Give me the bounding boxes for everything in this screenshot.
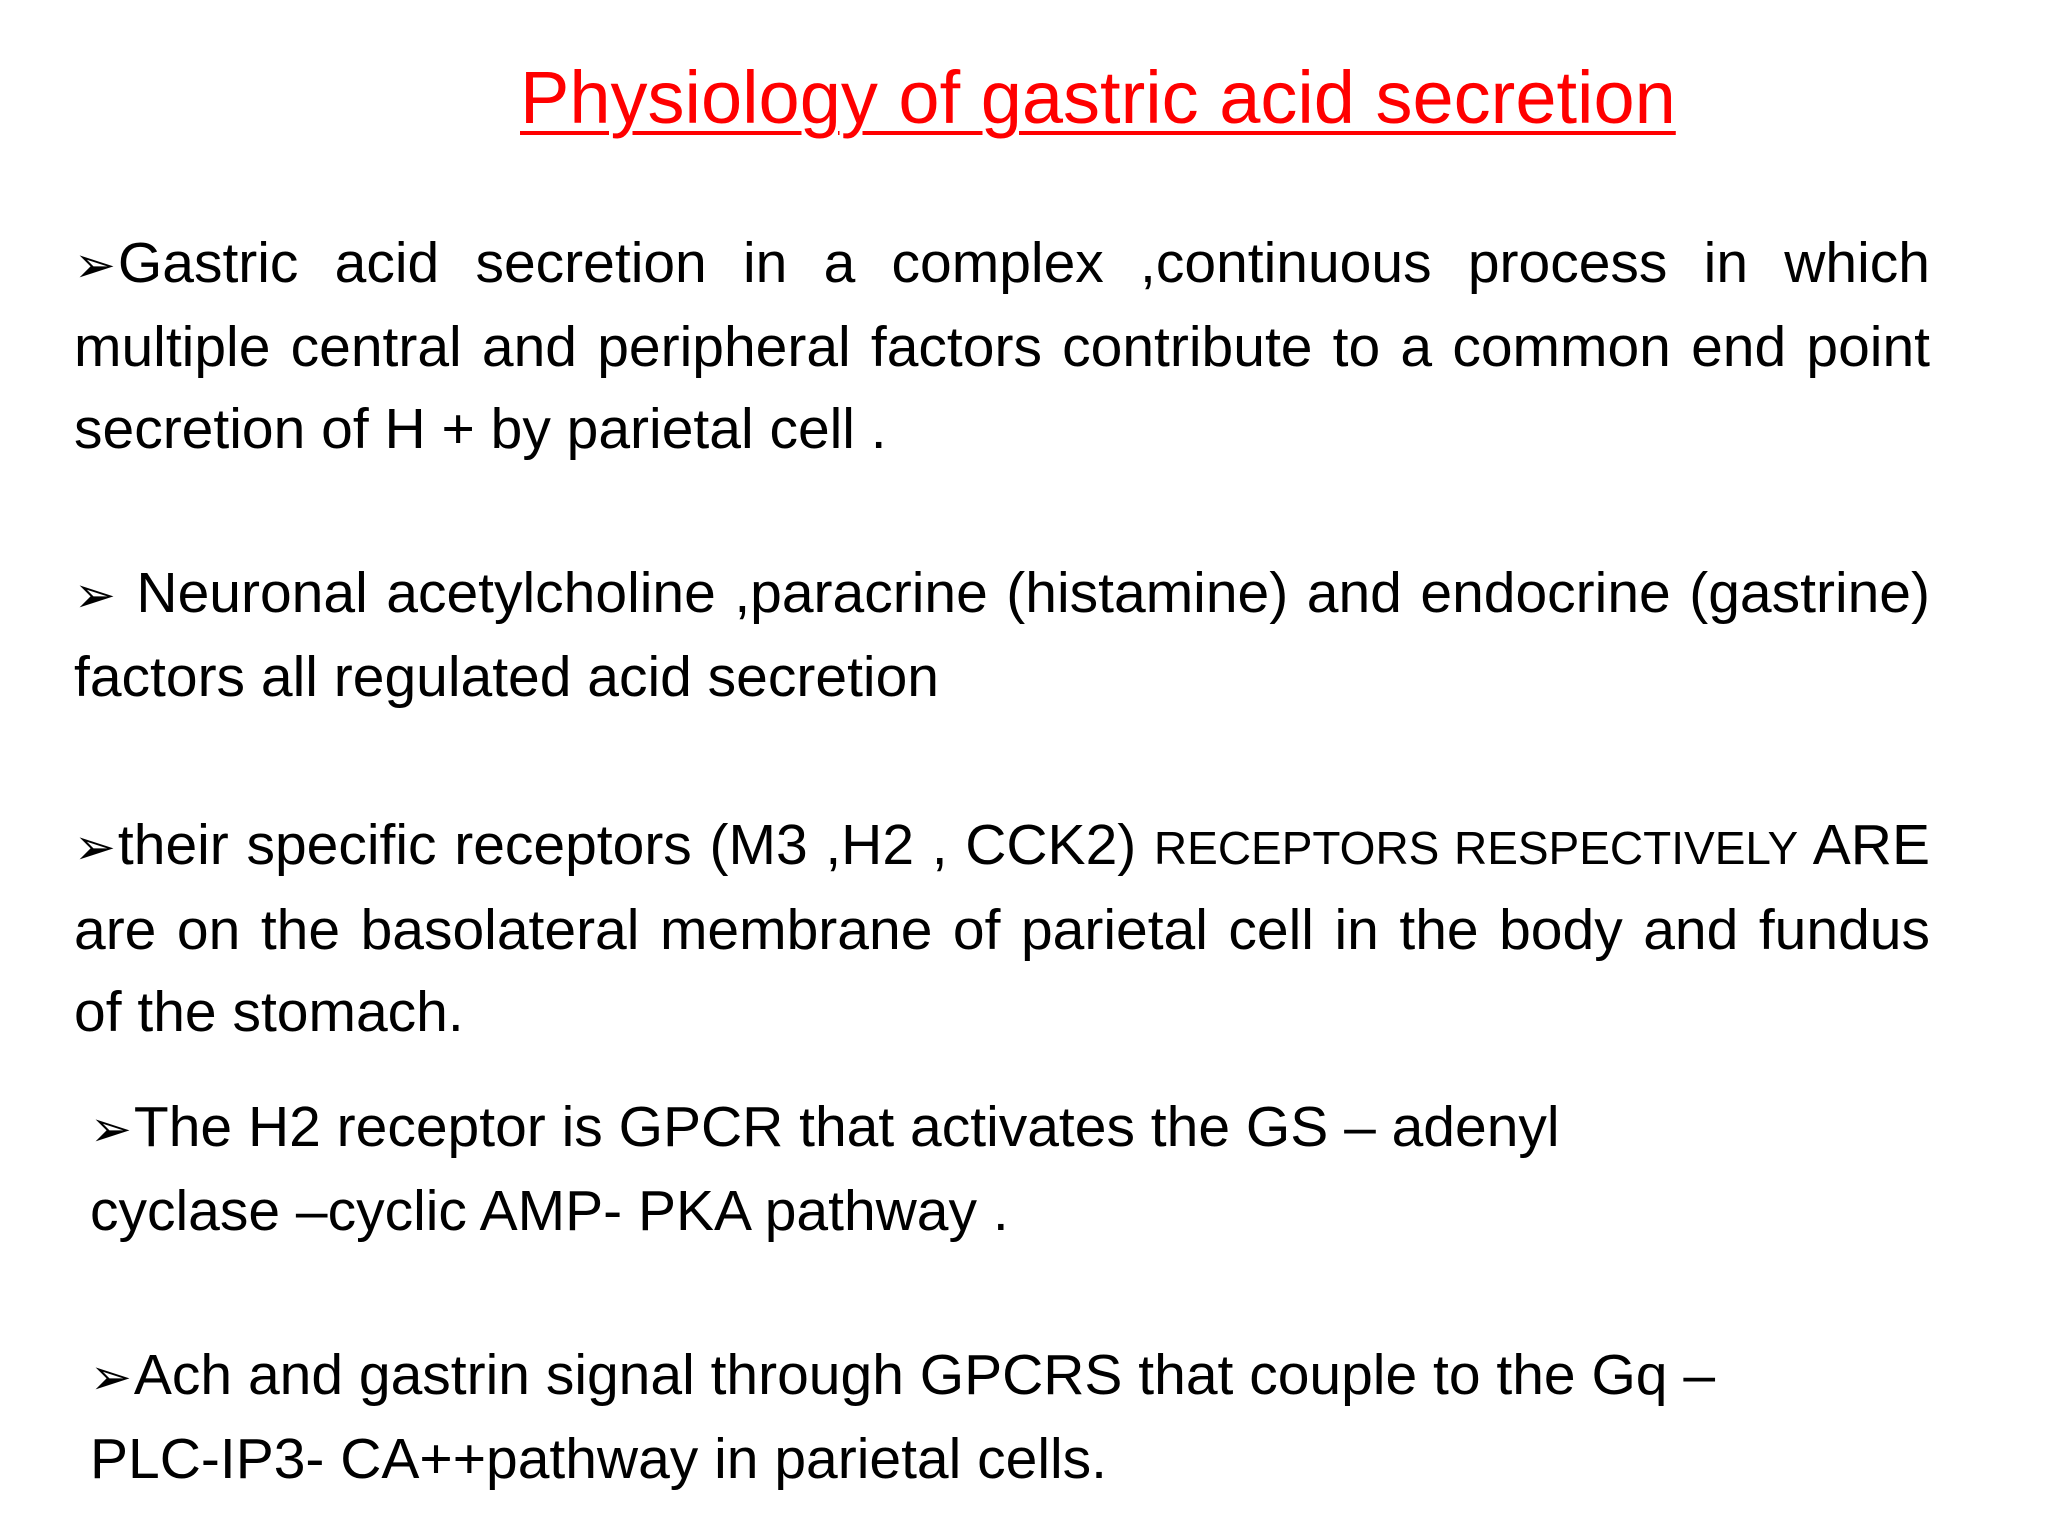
- bullet-text-after: ARE are on the basolateral membrane of parietal cell in the body and fundus of the stomach.: [74, 813, 1930, 1044]
- bullet-text: Neuronal acetylcholine ,paracrine (histamine) and endocrine (gastrine) factors all regulated acid secretion: [74, 561, 1930, 709]
- bullet-text: Gastric acid secretion in a complex ,continuous process in which multiple central and peripheral factors contribute to a common end point secretion of H + by parietal cell .: [74, 231, 1930, 461]
- arrow-bullet-icon: ➢: [74, 567, 116, 623]
- bullet-item-4: [90, 1086, 1730, 1252]
- bullet-text-caps: RECEPTORS RESPECTIVELY: [1153, 822, 1799, 874]
- slide-title: Physiology of gastric acid secretion: [520, 56, 1676, 139]
- bullet-text: Ach and gastrin signal through GPCRS that couple to the Gq –PLC-IP3- CA++pathway in parietal cells.: [90, 1343, 1716, 1491]
- bullet-item-3: [74, 804, 1930, 1053]
- arrow-bullet-icon: ➢: [90, 1101, 132, 1157]
- bullet-text-before: their specific receptors (M3 ,H2 , CCK2): [117, 813, 1154, 877]
- arrow-bullet-icon: ➢: [90, 1349, 132, 1405]
- bullet-text: The H2 receptor is GPCR that activates the GS – adenyl cyclase –cyclic AMP- PKA pathway .: [90, 1095, 1560, 1243]
- arrow-bullet-icon: ➢: [74, 819, 116, 875]
- bullet-item-2: [74, 552, 1930, 718]
- arrow-bullet-icon: ➢: [74, 237, 116, 293]
- bullet-item-5: [90, 1334, 1730, 1500]
- bullet-item-1: [74, 222, 1930, 470]
